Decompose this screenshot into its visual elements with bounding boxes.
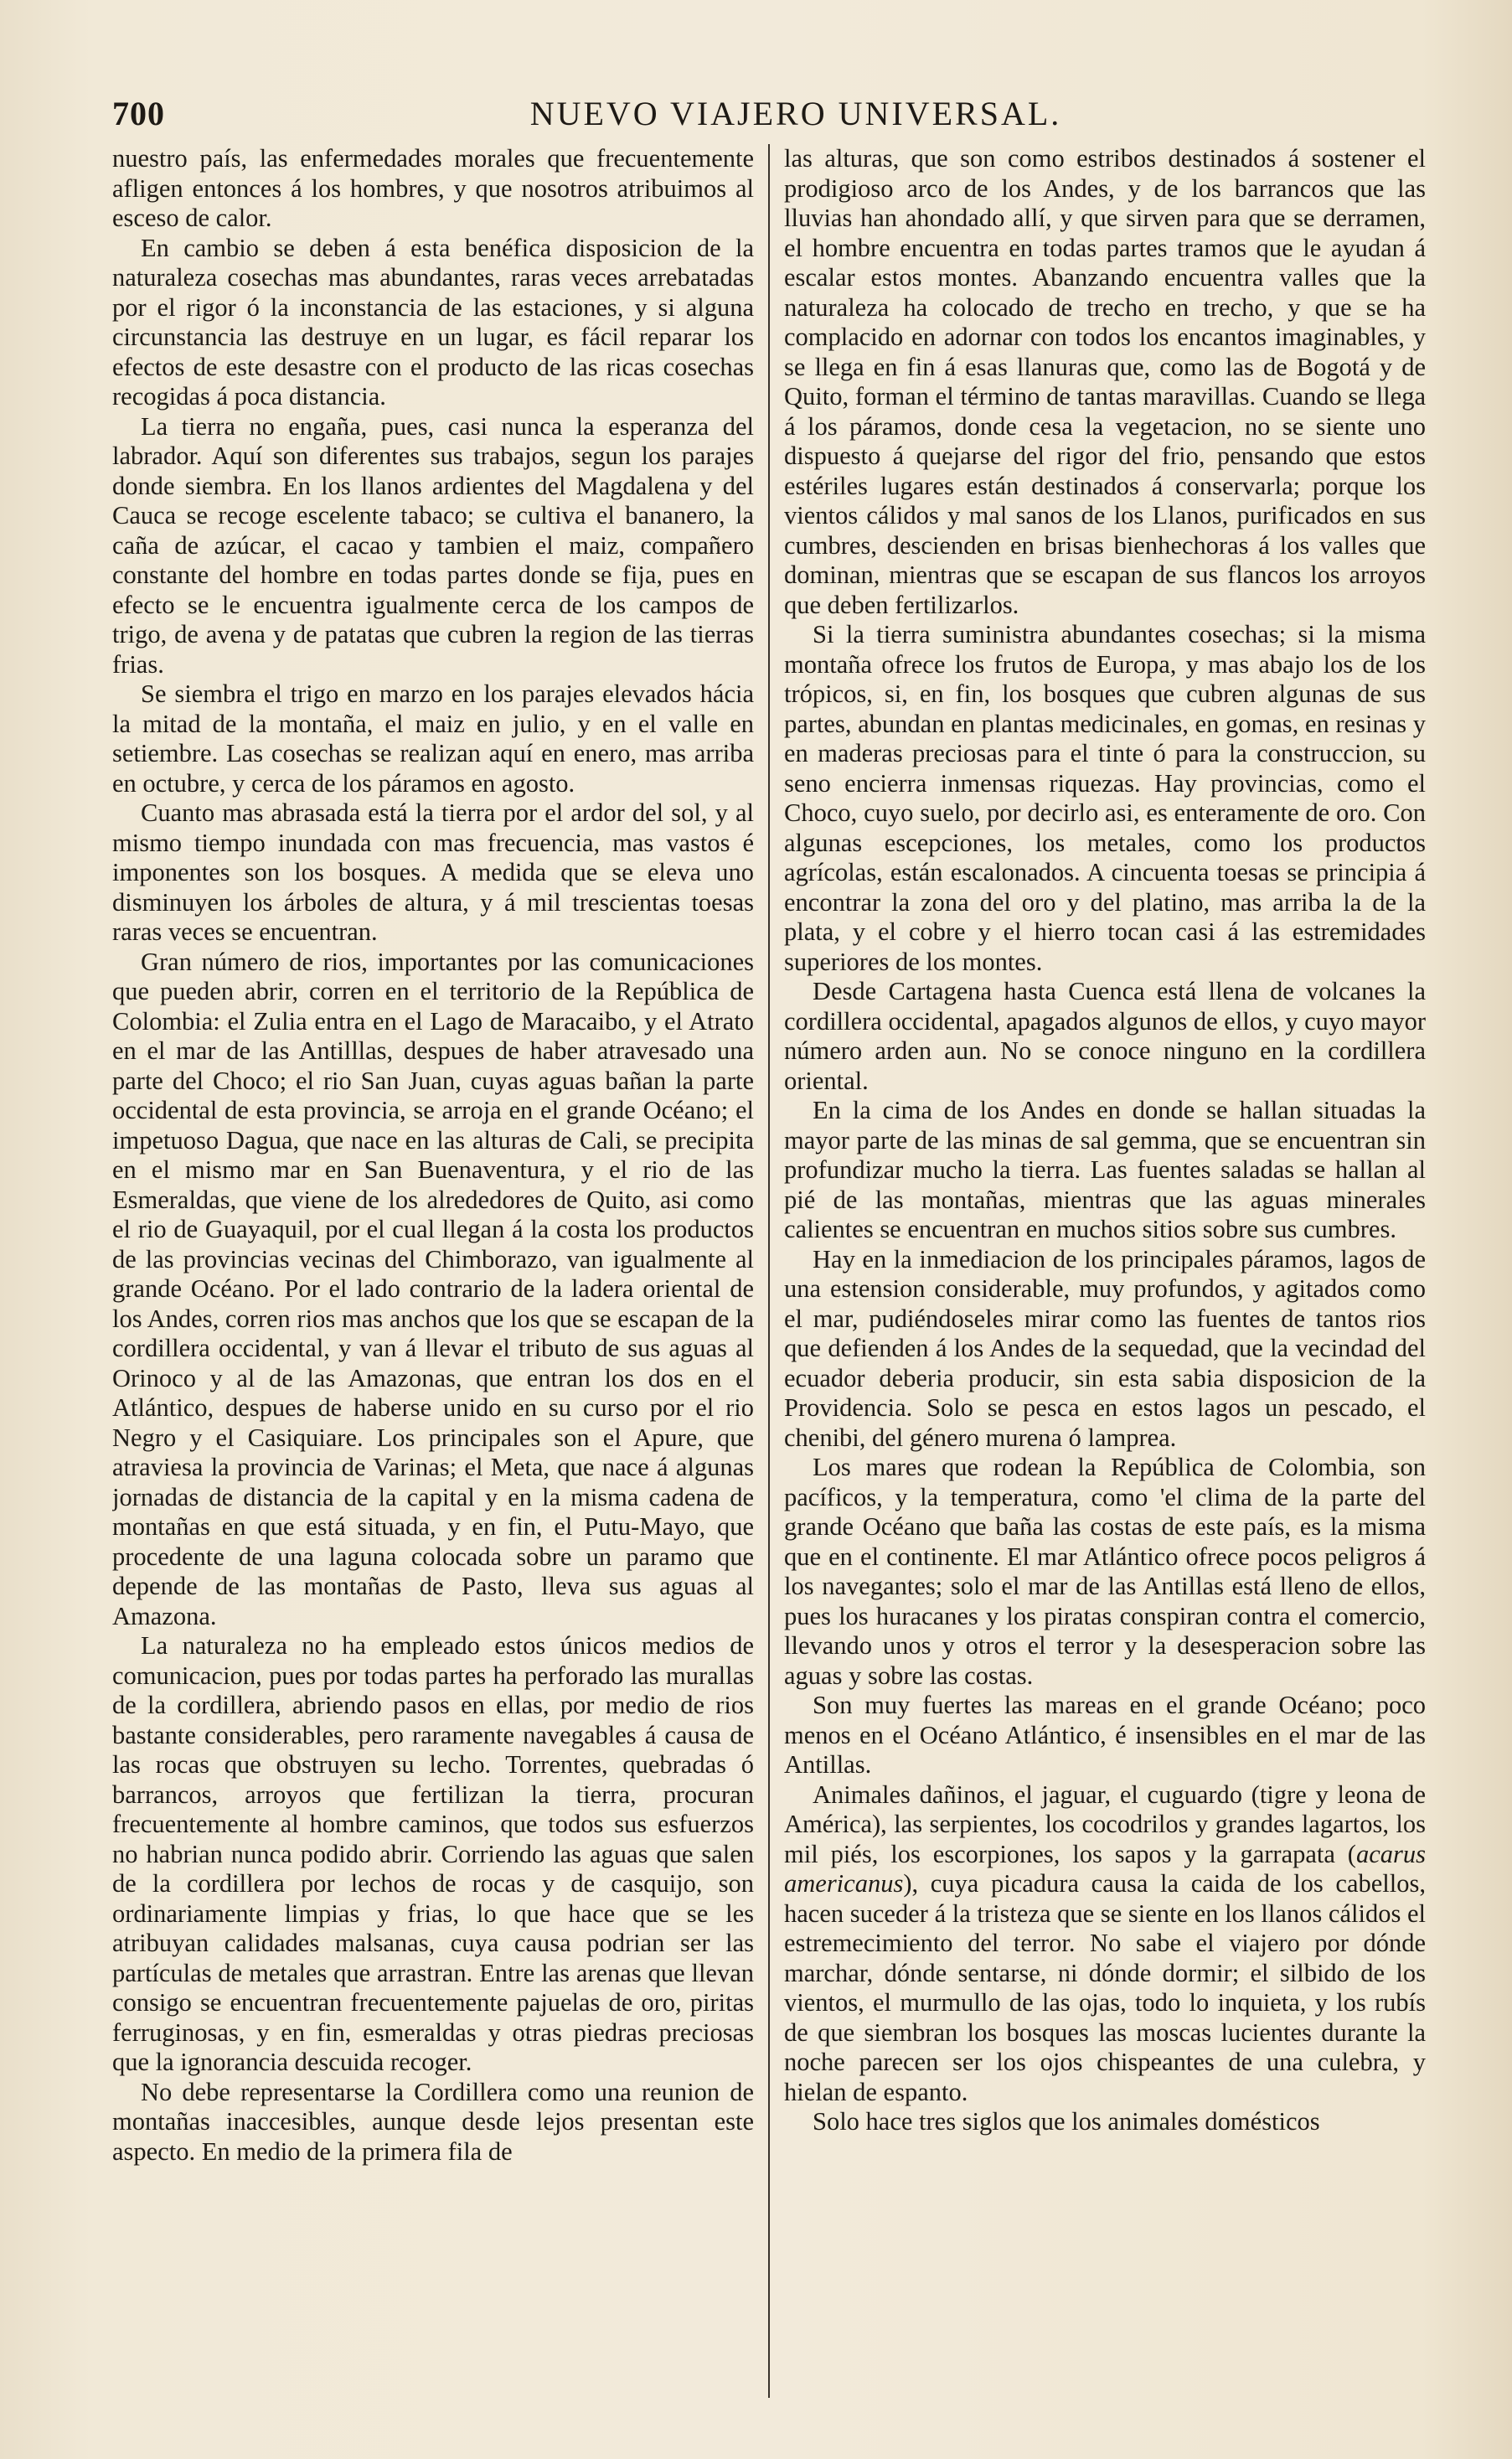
paragraph: En cambio se deben á esta benéfica disposicion de la naturaleza cosechas mas abundantes, raras veces arrebatadas por el rigor ó la inconstancia de las estaciones, y si alguna circunstancia las destruye en un lugar, es fácil reparar los efectos de este desastre con el producto de las ricas cosechas recogidas á poca distancia. xyxy=(112,233,754,411)
page-number: 700 xyxy=(112,95,165,132)
paragraph: Los mares que rodean la República de Colombia, son pacíficos, y la temperatura, como 'el clima de la parte del grande Océano que baña las costas de este país, es la misma que en el continente. El mar Atlántico ofrece pocos peligros á los navegantes; solo el mar de las Antillas está lleno de ellos, pues los huracanes y los piratas conspiran contra el comercio, llevando unos y otros el terror y la desesperacion sobre las aguas y sobre las costas. xyxy=(784,1453,1426,1690)
paragraph: Solo hace tres siglos que los animales domésticos xyxy=(813,2107,1320,2136)
paragraph: Son muy fuertes las mareas en el grande Océano; poco menos en el Océano Atlántico, é insensibles en el mar de las Antillas. xyxy=(784,1691,1426,1779)
page-header xyxy=(112,90,1479,137)
paragraph: Hay en la inmediacion de los principales páramos, lagos de una estension considerable, muy profundos, y agitados como el mar, pudiéndoseles mirar como las fuentes de tantos rios que defienden á los Andes de la sequedad, que la vecindad del ecuador deberia producir, sin esta sabia disposicion de la Providencia. Solo se pesca en estos lagos un pescado, el chenibi, del género murena ó lamprea. xyxy=(784,1244,1426,1452)
paragraph: La tierra no engaña, pues, casi nunca la esperanza del labrador. Aquí son diferentes sus trabajos, segun los parajes donde siembra. En los llanos ardientes del Magdalena y del Cauca se recoge escelente tabaco; se cultiva el bananero, la caña de azúcar, el cacao y tambien el maiz, compañero constante del hombre en todas partes donde se fija, pues en efecto se le encuentra igualmente cerca de los campos de trigo, de avena y de patatas que cubren la region de las tierras frias. xyxy=(112,411,754,679)
column-divider xyxy=(768,144,770,2398)
left-column xyxy=(112,144,754,2423)
paragraph-animals xyxy=(784,1780,1426,2108)
paragraph: las alturas, que son como estribos destinados á sostener el prodigioso arco de los Andes, y de los barrancos que las lluvias han ahondado allí, y que sirven para que se derramen, el hombre encuentra en todas partes tramos que le ayudan á escalar estos montes. Abanzando encuentra valles que la naturaleza ha colocado de trecho en trecho, y que se ha complacido en adornar con todos los encantos imaginables, y se llega en fin á esas llanuras que, como las de Bogotá y de Quito, forman el término de tantas maravillas. Cuando se llega á los páramos, donde cesa la vegetacion, no se siente uno dispuesto á quejarse del rigor del frio, pensando que estos estériles lugares están destinados á conservarla; porque los vientos cálidos y mal sanos de los Llanos, purificados en sus cumbres, descienden en brisas bienhechoras á los valles que dominan, mientras que se escapan de sus flancos los arroyos que deben fertilizarlos. xyxy=(784,144,1426,619)
latin-term: acarus americanus xyxy=(784,1839,1426,1898)
paragraph: Desde Cartagena hasta Cuenca está llena de volcanes la cordillera occidental, apagados algunos de ellos, y cuyo mayor número arden aun. No se conoce ninguno en la cordillera oriental. xyxy=(784,977,1426,1095)
paragraph: No debe representarse la Cordillera como una reunion de montañas inaccesibles, aunque desde lejos presentan este aspecto. En medio de la primera fila de xyxy=(112,2077,754,2166)
right-column xyxy=(784,144,1426,2423)
text-run: ), cuya picadura causa la caida de los cabellos, hacen suceder á la tristeza que se siente en los llanos cálidos el estremecimiento del terror. No sabe el viajero por dónde marchar, dónde sentarse, ni dónde dormir; el silbido de los vientos, el murmullo de las ojas, todo lo inquieta, y los rubís de que siembran los bosques las moscas lucientes durante la noche parecen ser los ojos chispeantes de una culebra, y hielan de espanto. xyxy=(784,1869,1426,2106)
paragraph: Si la tierra suministra abundantes cosechas; si la misma montaña ofrece los frutos de Europa, y mas abajo los de los trópicos, si, en fin, los bosques que cubren algunas de sus partes, abundan en plantas medicinales, en gomas, en resinas y en maderas preciosas para el tinte ó para la construccion, su seno encierra inmensas riquezas. Hay provincias, como el Choco, cuyo suelo, por decirlo asi, es enteramente de oro. Con algunas escepciones, los metales, como los productos agrícolas, están escalonados. A cincuenta toesas se principia á encontrar la zona del oro y del platino, mas arriba la de la plata, y el cobre y el hierro tocan casi á las estremidades superiores de los montes. xyxy=(784,620,1426,976)
paragraph: Se siembra el trigo en marzo en los parajes elevados hácia la mitad de la montaña, el maiz en julio, y en el valle en setiembre. Las cosechas se realizan aquí en enero, mas arriba en octubre, y cerca de los páramos en agosto. xyxy=(112,679,754,798)
paragraph: Cuanto mas abrasada está la tierra por el ardor del sol, y al mismo tiempo inundada con mas frecuencia, mas vastos é imponentes son los bosques. A medida que se eleva uno disminuyen los árboles de altura, y á mil trescientas toesas raras veces se encuentran. xyxy=(112,798,754,946)
paragraph: La naturaleza no ha empleado estos únicos medios de comunicacion, pues por todas partes ha perforado las murallas de la cordillera, abriendo pasos en ellas, por medio de rios bastante considerables, pero raramente navegables á causa de las rocas que obstruyen su lecho. Torrentes, quebradas ó barrancos, arroyos que fertilizan la tierra, procuran frecuentemente al hombre caminos, que todos sus esfuerzos no habrian nunca podido abrir. Corriendo las aguas que salen de la cordillera por lechos de rocas y de casquijo, son ordinariamente limpias y frias, lo que hace que se les atribuyan calidades malsanas, cuya causa podrian ser las partículas de metales que arrastran. Entre las arenas que llevan consigo se encuentran frecuentemente pajuelas de oro, piritas ferruginosas, y en fin, esmeraldas y otras piedras preciosas que la ignorancia descuida recoger. xyxy=(112,1631,754,2076)
text-run: Animales dañinos, el jaguar, el cuguardo (tigre y leona de América), las serpientes, los cocodrilos y grandes lagartos, los mil piés, los escorpiones, los sapos y la garrapata ( xyxy=(784,1780,1426,1868)
paragraph: Gran número de rios, importantes por las comunicaciones que pueden abrir, corren en el territorio de la República de Colombia: el Zulia entra en el Lago de Maracaibo, y el Atrato en el mar de las Antilllas, despues de haber atravesado una parte del Choco; el rio San Juan, cuyas aguas bañan la parte occidental de esta provincia, se arroja en el grande Océano; el impetuoso Dagua, que nace en las alturas de Cali, se precipita en el mismo mar en San Buenaventura, y el rio de las Esmeraldas, que viene de los alrededores de Quito, asi como el rio de Guayaquil, por el cual llegan á la costa los productos de las provincias vecinas del Chimborazo, van igualmente al grande Océano. Por el lado contrario de la ladera oriental de los Andes, corren rios mas anchos que los que se escapan de la cordillera occidental, y van á llevar el tributo de sus aguas al Orinoco y al de las Amazonas, que entran los dos en el Atlántico, despues de haberse unido en su curso por el rio Negro y el Casiquiare. Los principales son el Apure, que atraviesa la provincia de Varinas; el Meta, que nace á algunas jornadas de distancia de la capital y en la misma cadena de montañas en que está situada, y en fin, el Putu-Mayo, que procedente de una laguna colocada sobre un paramo que depende de las montañas de Pasto, lleva sus aguas al Amazona. xyxy=(112,947,754,1630)
paragraph: En la cima de los Andes en donde se hallan situadas la mayor parte de las minas de sal gemma, que se encuentran sin profundizar mucho la tierra. Las fuentes saladas se hallan al pié de las montañas, mientras que las aguas minerales calientes se encuentran en muchos sitios sobre sus cumbres. xyxy=(784,1096,1426,1243)
running-title: NUEVO VIAJERO UNIVERSAL. xyxy=(529,95,1062,132)
paragraph: nuestro país, las enfermedades morales que frecuentemente afligen entonces á los hombres, y que nosotros atribuimos al esceso de calor. xyxy=(112,144,754,232)
